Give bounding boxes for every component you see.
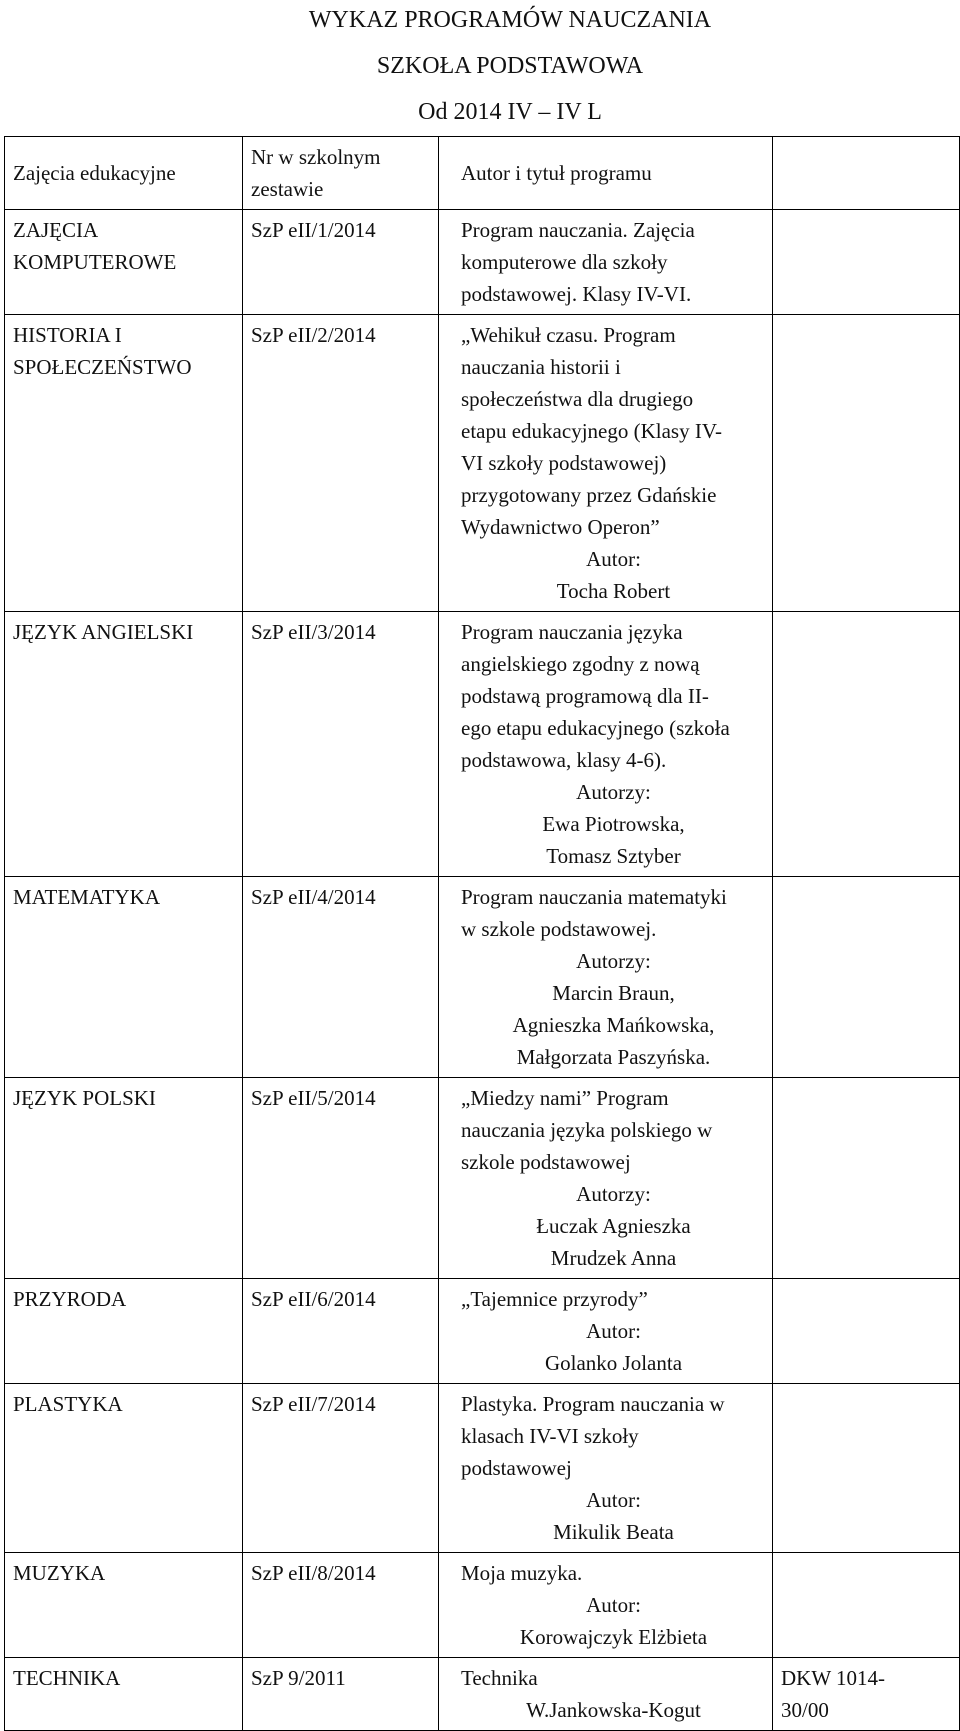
table-row [5,877,960,1078]
subject-cell [5,1078,243,1279]
program-title-line: przygotowany przez Gdańskie [461,483,717,507]
program-title-line: etapu edukacyjnego (Klasy IV- [461,419,723,443]
program-title-line: szkole podstawowej [461,1150,631,1174]
author-name: Małgorzata Paszyńska. [516,1045,711,1069]
subject-line: JĘZYK POLSKI [13,1086,156,1110]
header-number: Nr w szkolnym zestawie [243,137,439,210]
subject-line: TECHNIKA [13,1666,121,1690]
author-name: Tocha Robert [556,579,671,603]
document-header [60,0,960,140]
program-number: SzP eII/8/2014 [251,1561,376,1585]
program-number: SzP eII/5/2014 [251,1086,376,1110]
program-title-cell [439,1384,773,1553]
header-subject: Zajęcia edukacyjne [5,137,243,210]
program-title-line: angielskiego zgodny z nową [461,652,700,676]
program-number-cell [243,877,439,1078]
approval-number-cell [773,210,960,315]
program-title-line: podstawą programową dla II- [461,684,709,708]
subject-line: JĘZYK ANGIELSKI [13,620,194,644]
programs-table-body [5,137,960,1731]
approval-number-cell [773,315,960,612]
table-row [5,315,960,612]
program-title-cell [439,315,773,612]
author-label: Autor: [586,1593,641,1617]
program-number-cell [243,1658,439,1731]
subject-cell [5,1279,243,1384]
table-row [5,210,960,315]
program-title-cell [439,1658,773,1731]
program-number-cell [243,210,439,315]
program-title-line: podstawowa, klasy 4-6). [461,748,667,772]
author-label: Autor: [586,1319,641,1343]
program-title-line: nauczania historii i [461,355,621,379]
subject-line: HISTORIA I [13,323,122,347]
author-name: Łuczak Agnieszka [536,1214,691,1238]
program-number: SzP eII/7/2014 [251,1392,376,1416]
program-title-line: podstawowej [461,1456,572,1480]
table-row [5,1279,960,1384]
author-name: Mrudzek Anna [550,1246,677,1270]
program-number: SzP eII/3/2014 [251,620,376,644]
program-number: SzP 9/2011 [251,1666,346,1690]
table-header-row [5,137,960,210]
approval-number: 30/00 [781,1698,829,1722]
program-title-line: Moja muzyka. [461,1561,583,1585]
author-label: Autorzy: [576,949,651,973]
author-name: Marcin Braun, [552,981,675,1005]
table-row [5,612,960,877]
program-title-line: komputerowe dla szkoły [461,250,668,274]
programs-table [4,136,960,1731]
subject-line: ZAJĘCIA [13,218,99,242]
program-title-line: Wydawnictwo Operon” [461,515,660,539]
table-row [5,1078,960,1279]
document-title: WYKAZ PROGRAMÓW NAUCZANIA [308,7,712,33]
author-name: Tomasz Sztyber [546,844,681,868]
subject-line: PLASTYKA [13,1392,123,1416]
header-program: Autor i tytuł programu [439,137,773,210]
program-title-line: Technika [461,1666,538,1690]
subject-cell [5,210,243,315]
subject-cell [5,1384,243,1553]
approval-number-cell [773,1553,960,1658]
approval-number: DKW 1014- [781,1666,886,1690]
program-number: SzP eII/2/2014 [251,323,376,347]
subject-cell [5,315,243,612]
program-title-line: Plastyka. Program nauczania w [461,1392,725,1416]
program-title-line: VI szkoły podstawowej) [461,451,667,475]
subject-line: MUZYKA [13,1561,106,1585]
period: Od 2014 IV – IV L [418,99,602,125]
author-name: W.Jankowska-Kogut [526,1698,701,1722]
subject-cell [5,877,243,1078]
school-type: SZKOŁA PODSTAWOWA [376,53,644,79]
program-title-line: Program nauczania języka [461,620,683,644]
approval-number-cell [773,877,960,1078]
program-number-cell [243,1384,439,1553]
program-number-cell [243,1279,439,1384]
program-number-cell [243,612,439,877]
program-number: SzP eII/1/2014 [251,218,376,242]
program-title-cell [439,1078,773,1279]
approval-number-cell [773,1078,960,1279]
program-title-line: nauczania języka polskiego w [461,1118,713,1142]
program-title-cell [439,1279,773,1384]
approval-number-cell [773,1279,960,1384]
subject-cell [5,612,243,877]
program-title-line: ego etapu edukacyjnego (szkoła [461,716,730,740]
author-name: Ewa Piotrowska, [542,812,685,836]
program-title-line: podstawowej. Klasy IV-VI. [461,282,692,306]
program-title-cell [439,210,773,315]
program-title-line: „Miedzy nami” Program [461,1086,669,1110]
program-title-line: społeczeństwa dla drugiego [461,387,694,411]
author-label: Autorzy: [576,780,651,804]
program-title-line: w szkole podstawowej. [461,917,657,941]
subject-cell [5,1658,243,1731]
author-name: Korowajczyk Elżbieta [519,1625,708,1649]
program-title-line: klasach IV-VI szkoły [461,1424,639,1448]
program-number-cell [243,1553,439,1658]
author-name: Mikulik Beata [553,1520,674,1544]
author-label: Autor: [586,547,641,571]
program-number: SzP eII/6/2014 [251,1287,376,1311]
program-number-cell [243,315,439,612]
author-label: Autor: [586,1488,641,1512]
author-name: Agnieszka Mańkowska, [512,1013,715,1037]
author-label: Autorzy: [576,1182,651,1206]
subject-line: SPOŁECZEŃSTWO [13,355,192,379]
program-title-cell [439,612,773,877]
approval-number-cell [773,1658,960,1731]
table-row [5,1658,960,1731]
approval-number-cell [773,612,960,877]
subject-cell [5,1553,243,1658]
table-row [5,1553,960,1658]
subject-line: KOMPUTEROWE [13,250,177,274]
program-title-cell [439,877,773,1078]
subject-line: PRZYRODA [13,1287,127,1311]
approval-number-cell [773,1384,960,1553]
subject-line: MATEMATYKA [13,885,160,909]
program-title-line: Program nauczania matematyki [461,885,727,909]
program-title-line: „Tajemnice przyrody” [461,1287,648,1311]
program-number: SzP eII/4/2014 [251,885,376,909]
program-title-line: Program nauczania. Zajęcia [461,218,695,242]
header-extra [773,137,960,210]
program-number-cell [243,1078,439,1279]
program-title-cell [439,1553,773,1658]
author-name: Golanko Jolanta [544,1351,683,1375]
program-title-line: „Wehikuł czasu. Program [461,323,676,347]
table-row [5,1384,960,1553]
